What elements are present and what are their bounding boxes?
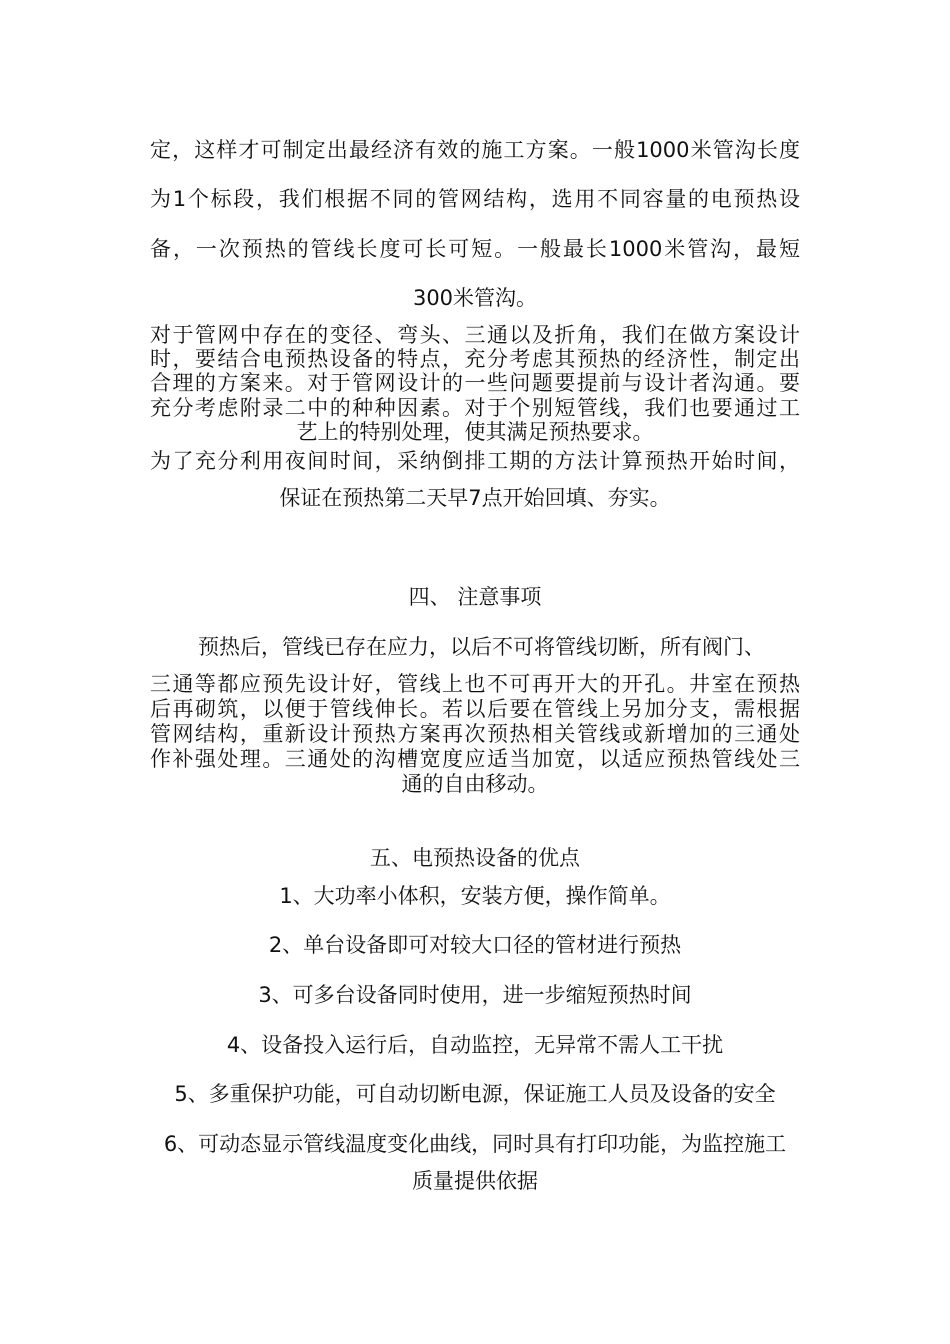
text-line: 通的自由移动。 (401, 772, 549, 796)
text-line: 为1个标段，我们根据不同的管网结构，选用不同容量的电预热设 (150, 187, 800, 211)
text-line: 合理的方案来。对于管网设计的一些问题要提前与设计者沟通。要 (150, 371, 800, 395)
text-line: 预热后，管线已存在应力，以后不可将管线切断，所有阀门、 (198, 635, 765, 659)
text-line: 时，要结合电预热设备的特点，充分考虑其预热的经济性，制定出 (150, 347, 800, 371)
list-item: 6、可动态显示管线温度变化曲线，同时具有打印功能，为监控施工 (163, 1132, 787, 1156)
list-item: 3、可多台设备同时使用，进一步缩短预热时间 (258, 983, 692, 1007)
text-line: 保证在预热第二天早7点开始回填、夯实。 (279, 486, 671, 510)
text-line: 作补强处理。三通处的沟槽宽度应适当加宽，以适应预热管线处三 (150, 747, 800, 771)
list-item: 5、多重保护功能，可自动切断电源，保证施工人员及设备的安全 (174, 1082, 776, 1106)
list-item: 4、设备投入运行后，自动监控，无异常不需人工干扰 (226, 1033, 724, 1057)
text-line: 300米管沟。 (412, 286, 538, 310)
text-line: 为了充分利用夜间时间，采纳倒排工期的方法计算预热开始时间， (150, 449, 800, 473)
section-heading: 四、 注意事项 (408, 585, 542, 609)
text-line: 管网结构，重新设计预热方案再次预热相关管线或新增加的三通处 (150, 722, 800, 746)
text-line: 后再砌筑，以便于管线伸长。若以后要在管线上另加分支，需根据 (150, 697, 800, 721)
list-item: 1、大功率小体积，安装方便，操作简单。 (279, 884, 671, 908)
text-line: 充分考虑附录二中的种种因素。对于个别短管线，我们也要通过工 (150, 396, 800, 420)
text-line: 备，一次预热的管线长度可长可短。一般最长1000米管沟，最短 (150, 237, 800, 261)
section-heading: 五、电预热设备的优点 (370, 846, 580, 870)
text-line: 三通等都应预先设计好，管线上也不可再开大的开孔。井室在预热 (150, 672, 800, 696)
list-item: 质量提供依据 (412, 1169, 538, 1193)
list-item: 2、单台设备即可对较大口径的管材进行预热 (268, 933, 682, 957)
text-line: 对于管网中存在的变径、弯头、三通以及折角，我们在做方案设计 (150, 323, 800, 347)
text-line: 定，这样才可制定出最经济有效的施工方案。一般1000米管沟长度 (150, 138, 800, 162)
text-line: 艺上的特别处理，使其满足预热要求。 (296, 420, 654, 444)
